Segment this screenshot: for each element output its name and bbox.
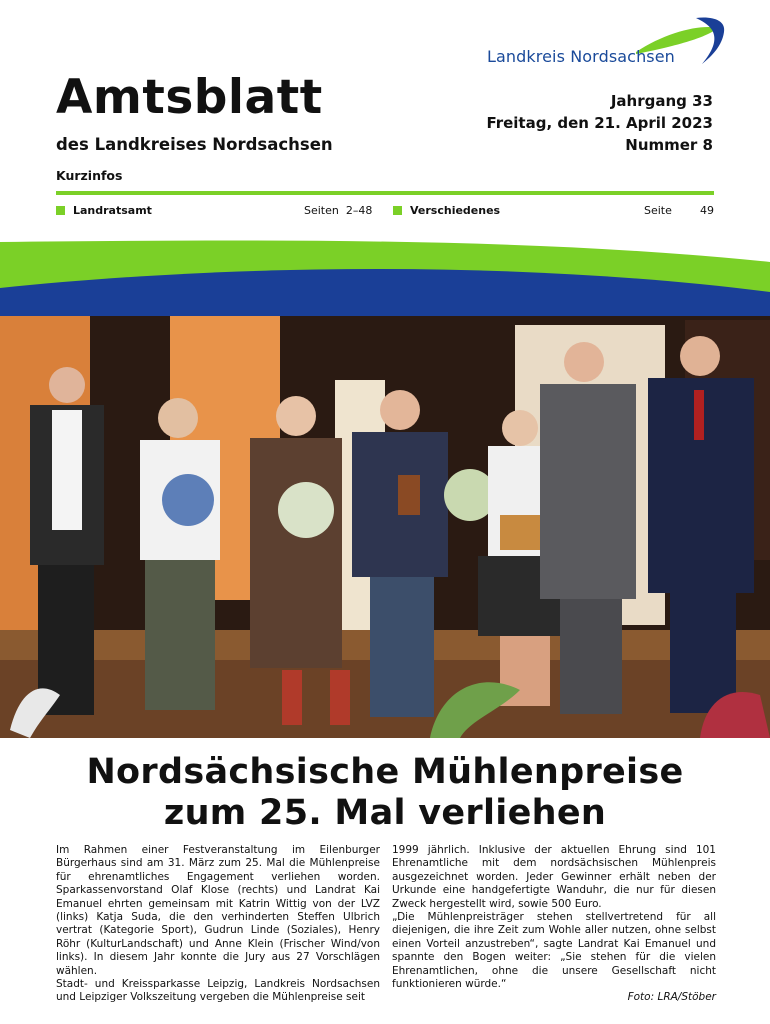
award-ceremony-photo <box>0 300 770 738</box>
issue-date: Freitag, den 21. April 2023 <box>486 114 713 132</box>
toc-pages-landratsamt <box>304 205 372 216</box>
toc-pages-verschiedenes: 49 <box>700 204 714 217</box>
green-square-icon <box>56 206 65 215</box>
green-divider <box>56 191 714 195</box>
toc-item-verschiedenes[interactable] <box>393 205 500 216</box>
green-square-icon <box>393 206 402 215</box>
toc-label: Verschiedenes <box>410 204 501 217</box>
jahrgang: Jahrgang 33 <box>610 92 713 110</box>
article-paragraph: Stadt- und Kreissparkasse Leipzig, Landkreis Nordsachsen und Leipziger Volkszeitung vergeben die Mühlenpreise seit <box>56 978 380 1004</box>
logo-text: Landkreis Nordsachsen <box>487 47 675 66</box>
toc-label: Landratsamt <box>73 204 152 217</box>
photo-credit: Foto: LRA/Stöber <box>627 991 716 1004</box>
toc-page-word-verschiedenes: Seite <box>644 204 672 217</box>
article-paragraph: Im Rahmen einer Festveranstaltung im Eilenburger Bürgerhaus sind am 31. März zum 25. Mal die Mühlenpreise für ehrenamtliches Engagement verliehen worden. Sparkassenvorstand Olaf Klose (rechts) und Landrat Kai Emanuel ehrten gemeinsam mit Katrin Wittig von der LVZ (links) Katja Suda, die den verhinderten Steffen Ulbrich vertrat (Kategorie Sport), Gudrun Linde (Soziales), Henry Röhr (KulturLandschaft) und Anne Klein (Frischer Wind/von links). In diesem Jahr konnte die Jury aus 27 Vorschlägen wählen. <box>56 844 380 977</box>
article-column-right <box>392 844 716 1005</box>
headline-line-2: zum 25. Mal verliehen <box>163 793 607 833</box>
issue-number: Nummer 8 <box>625 136 713 154</box>
wave-banner <box>0 236 770 316</box>
article-headline <box>0 752 770 834</box>
publication-title: Amtsblatt <box>56 70 323 125</box>
article-paragraph: 1999 jährlich. Inklusive der aktuellen Ehrung sind 101 Ehrenamtliche mit dem nordsächsischen Mühlenpreis ausgezeichnet worden. Jeder Gewinner erhält neben der Urkunde eine handgefertigte Wanduhr, die nur für diesen Zweck hergestellt wird, sowie 500 Euro. <box>392 844 716 910</box>
article-paragraph: „Die Mühlenpreisträger stehen stellvertretend für all diejenigen, die ihre Zeit zum Wohle aller nutzen, ohne selbst einen Vorteil anzustreben“, sagte Landrat Kai Emanuel und spannte den Bogen weiter: „Sie stehen für die vielen Ehrenamtlichen, ohne die unsere Gesellschaft nicht funktionieren würde.“ <box>392 911 716 991</box>
section-label: Kurzinfos <box>56 168 123 183</box>
article-column-left <box>56 844 380 1005</box>
toc-item-landratsamt[interactable] <box>56 205 152 216</box>
headline-line-1: Nordsächsische Mühlenpreise <box>86 752 684 792</box>
toc-page-word: Seiten <box>304 204 339 217</box>
toc-pages: 2–48 <box>345 204 373 217</box>
publication-subtitle: des Landkreises Nordsachsen <box>56 135 333 154</box>
